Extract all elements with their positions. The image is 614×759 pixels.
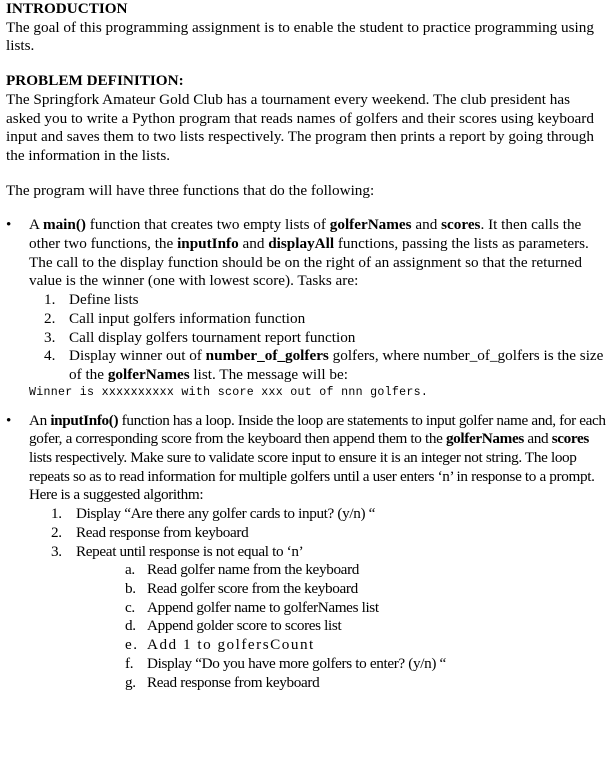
list-item (29, 561, 608, 580)
step-number: 3. (51, 542, 62, 560)
list-item (29, 655, 608, 674)
intro-text: The goal of this programming assignment is to enable the student to practice programming using lists. (6, 18, 594, 55)
task4-text-2: golfers, where number_of_golfers is the size of the (69, 347, 604, 383)
task-text: Call input golfers information function (69, 309, 306, 327)
list-item (29, 291, 608, 310)
substep-letter: f. (125, 654, 134, 672)
list-item (29, 636, 608, 655)
inputinfo-function-bullet (6, 412, 608, 693)
main-text-1: A (29, 216, 43, 234)
task-number: 2. (44, 309, 56, 327)
problem-heading: PROBLEM DEFINITION: (6, 72, 184, 90)
main-bold-inputinfo: inputInfo (177, 235, 239, 253)
main-bold-scores: scores (441, 216, 481, 234)
substep-text: Read response from keyboard (147, 673, 320, 691)
list-item (29, 505, 608, 524)
list-item (29, 347, 608, 384)
main-text-6: functions, passing the lists as parameters. The call to the display function should be on the right of an assignment so that the returned value is the winner (one with lowest score). Tasks are: (29, 235, 589, 290)
bullet-icon: • (6, 216, 12, 234)
substep-text: Add 1 to golfersCount (147, 636, 315, 654)
substep-letter: a. (125, 561, 135, 579)
task4-text-3: list. The message will be: (189, 365, 348, 383)
main-bold-displayall: displayAll (268, 235, 335, 253)
main-text-5: and (238, 235, 269, 253)
algorithm-step-list (29, 505, 608, 561)
algorithm-substep-list (29, 561, 608, 692)
substep-text: Read golfer name from the keyboard (147, 561, 360, 579)
substep-text: Display “Do you have more golfers to enter? (y/n) “ (147, 654, 446, 672)
input-bold-scores: scores (551, 430, 589, 448)
intro-heading: INTRODUCTION (6, 0, 128, 17)
input-text-3: and (523, 430, 552, 448)
task-text: Call display golfers tournament report function (69, 328, 356, 346)
winner-message-code: Winner is xxxxxxxxxx with score xxx out of nnn golfers. (29, 385, 429, 399)
input-text-4: lists respectively. Make sure to validate score input to ensure it is an integer not string. The loop repeats so as to read information for multiple golfers until a user enters ‘n’ in response to a prompt. Here is a suggested algorithm: (29, 449, 595, 504)
list-item (29, 329, 608, 348)
substep-text: Append golder score to scores list (147, 617, 342, 635)
input-bold-inputinfo: inputInfo() (50, 411, 119, 429)
task-number: 3. (44, 328, 56, 346)
list-item (29, 599, 608, 618)
list-item (29, 580, 608, 599)
substep-letter: d. (125, 617, 136, 635)
substep-letter: c. (125, 598, 135, 616)
task-number: 4. (44, 347, 56, 365)
bullet-icon: • (6, 411, 11, 429)
main-text-3: and (411, 216, 442, 234)
main-function-bullet (6, 216, 608, 400)
main-task-list (29, 291, 608, 385)
substep-letter: e. (125, 636, 139, 654)
step-text: Read response from keyboard (76, 523, 249, 541)
substep-letter: g. (125, 673, 136, 691)
task-number: 1. (44, 291, 56, 309)
task4-bold-number-of-golfers: number_of_golfers (205, 347, 329, 365)
substep-text: Read golfer score from the keyboard (147, 579, 358, 597)
main-text-2: function that creates two empty lists of (85, 216, 330, 234)
list-item (29, 310, 608, 329)
input-text-2: function has a loop. Inside the loop are statements to input golfer name and, for each gofer, a corresponding score from the keyboard then append them to the (29, 411, 606, 448)
step-text: Display “Are there any golfer cards to input? (y/n) “ (76, 505, 376, 523)
functions-intro: The program will have three functions that do the following: (6, 181, 375, 199)
substep-letter: b. (125, 579, 136, 597)
step-text: Repeat until response is not equal to ‘n’ (76, 542, 304, 560)
task4-bold-golfernames: golferNames (107, 365, 190, 383)
input-bold-golfernames: golferNames (445, 430, 524, 448)
task4-text-1: Display winner out of (69, 347, 206, 365)
substep-text: Append golfer name to golferNames list (147, 598, 379, 616)
step-number: 1. (51, 505, 62, 523)
main-text-4: . It then calls the other two functions, the (29, 216, 582, 253)
problem-text: The Springfork Amateur Gold Club has a tournament every weekend. The club president has asked you to write a Python program that reads names of golfers and their scores using keyboard input and saves them to two lists respectively. The program then prints a report by going through the information in the lists. (6, 90, 594, 164)
main-bold-main: main() (42, 216, 86, 234)
list-item (29, 524, 608, 543)
task-text: Define lists (69, 291, 139, 309)
step-number: 2. (51, 523, 62, 541)
main-bold-golfernames: golferNames (329, 216, 412, 234)
list-item (29, 674, 608, 693)
list-item (29, 617, 608, 636)
input-text-1: An (29, 411, 51, 429)
list-item (29, 543, 608, 562)
